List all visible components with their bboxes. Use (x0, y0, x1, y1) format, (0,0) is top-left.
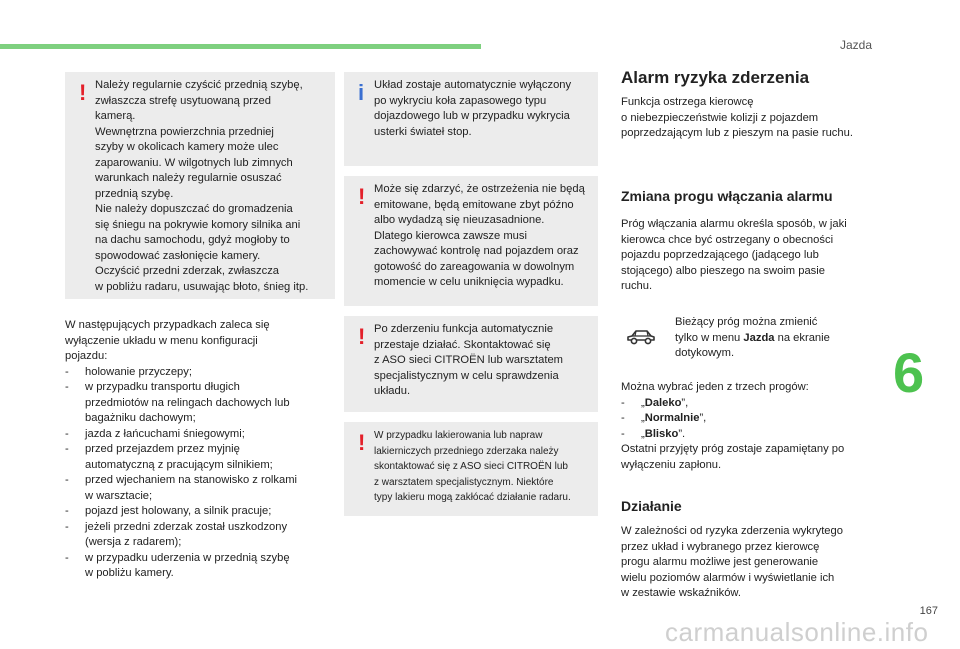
list-item: - holowanie przyczepy; (65, 365, 335, 381)
alarm-intro (621, 95, 881, 142)
list-item: - w przypadku uderzenia w przednią szybę w pobliżu kamery. (65, 551, 335, 582)
car-icon (625, 327, 657, 347)
info-text: Układ zostaje automatycznie wyłączony po wykryciu koła zapasowego typu dojazdowego lub w przypadku wykrycia usterki świateł stop. (374, 79, 572, 138)
warning-text: W przypadku lakierowania lub napraw lakierniczych przedniego zderzaka należy skontaktować się z ASO sieci CITROËN lub z warsztatem specjalistycznym. Niektóre typy lakieru mogą zakłócać działanie radaru. (374, 430, 571, 503)
list-item: - pojazd jest holowany, a silnik pracuje; (65, 504, 335, 520)
page-number: 167 (919, 605, 938, 617)
chapter-number: 6 (893, 341, 925, 404)
deactivation-intro: W następujących przypadkach zaleca się wyłączenie układu w menu konfiguracji pojazdu: (65, 319, 270, 362)
warning-text: Po zderzeniu funkcja automatycznie przestaje działać. Skontaktować się z ASO sieci CITROËN lub warsztatem specjalistycznym w celu sprawdzenia układu. (374, 323, 563, 397)
warning-icon: ! (358, 430, 366, 455)
list-item: - przed wjechaniem na stanowisko z rolkami w warsztacie; (65, 473, 335, 504)
threshold-options (621, 380, 881, 473)
option-item: - „Blisko”. (621, 427, 881, 443)
warning-text: Należy regularnie czyścić przednią szybę, zwłaszcza strefę usytuowaną przed kamerą. Wewnętrzna powierzchnia przedniej szyby w okolicach kamery może ulec zaparowaniu. W wilgotnych lub zimnych warunkach należy regularnie osuszać przednią szybę. Nie należy dopuszczać do gromadzenia się śniegu na pokrywie komory silnika ani na dachu samochodu, gdyż mogłoby to spowodować zasłonięcie kamery. Oczyścić przedni zderzak, zwłaszcza w pobliżu radaru, usuwając błoto, śnieg itp. (95, 79, 309, 293)
list-item: - w przypadku transportu długich przedmiotów na relingach dachowych lub bagażniku dachowym; (65, 380, 335, 427)
threshold-heading: Zmiana progu włączania alarmu (621, 188, 833, 204)
warning-icon: ! (358, 184, 366, 209)
menu-note (675, 315, 855, 362)
info-icon: i (358, 80, 365, 105)
choose-text: Można wybrać jeden z trzech progów: (621, 381, 809, 393)
list-item: - jazda z łańcuchami śniegowymi; (65, 427, 335, 443)
threshold-section (621, 217, 881, 295)
options-list (621, 396, 881, 443)
list-item: - jeżeli przedni zderzak został uszkodzony (wersja z radarem); (65, 520, 335, 551)
menu-note-text: Bieżący próg można zmienić tylko w menu (675, 316, 818, 344)
deactivation-section (65, 318, 335, 582)
late-warning-box (344, 176, 598, 306)
alarm-intro-text: Funkcja ostrzega kierowcę o niebezpieczeństwie kolizji z pojazdem poprzedzającym lub z pieszym na pasie ruchu. (621, 96, 853, 139)
warning-text: Może się zdarzyć, że ostrzeżenia nie będą emitowane, będą emitowane zbyt późno albo wydadzą się nieuzasadnione. Dlatego kierowca zawsze musi zachowywać kontrolę nad pojazdem oraz gotowość do zareagowania w dowolnym momencie w celu uniknięcia wypadku. (374, 183, 585, 288)
warning-icon: ! (358, 324, 366, 349)
collision-warning-box (344, 316, 598, 412)
deactivation-list (65, 365, 335, 582)
spare-wheel-info-box (344, 72, 598, 166)
option-suffix: ”. (678, 427, 686, 440)
option-label: Blisko (644, 427, 679, 440)
action-section (621, 524, 881, 602)
action-heading: Działanie (621, 498, 682, 514)
option-item: - „Normalnie”, (621, 411, 881, 427)
option-item: - „Daleko”, (621, 396, 881, 412)
page-title: Alarm ryzyka zderzenia (621, 68, 810, 87)
paint-warning-box (344, 422, 598, 516)
option-suffix: ”, (681, 396, 689, 409)
after-options-text: Ostatni przyjęty próg zostaje zapamiętany po wyłączeniu zapłonu. (621, 443, 845, 471)
option-suffix: ”, (699, 412, 707, 424)
warning-icon: ! (79, 80, 87, 105)
menu-name: Jazda (743, 331, 775, 344)
action-text: W zależności od ryzyka zderzenia wykrytego przez układ i wybranego przez kierowcę progu alarmu możliwe jest generowanie wielu poziomów alarmów i wyświetlanie ich w zestawie wskaźników. (621, 525, 843, 599)
section-title: Jazda (839, 38, 872, 52)
watermark: carmanualsonline.info (665, 617, 929, 647)
list-item: - przed przejazdem przez myjnię automatyczną z pracującym silnikiem; (65, 442, 335, 473)
camera-cleaning-warning-box (65, 72, 335, 299)
menu-note-text-end: na ekranie dotykowym. (675, 331, 830, 359)
option-label: Daleko (644, 396, 682, 409)
threshold-text: Próg włączania alarmu określa sposób, w jaki kierowca chce być ostrzegany o obecności pojazdu poprzedzającego (jadącego lub stojącego) albo pieszego na swoim pasie ruchu. (621, 218, 847, 292)
top-accent-bar (0, 44, 481, 49)
option-label: Normalnie (644, 412, 700, 424)
